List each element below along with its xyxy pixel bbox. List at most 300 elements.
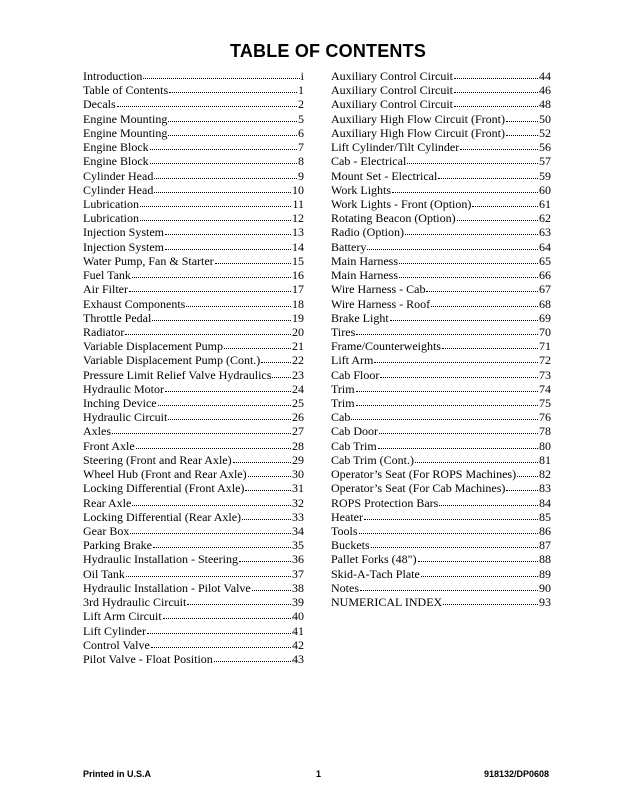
toc-entry-label: Cab Trim (Cont.) — [331, 452, 415, 467]
toc-entry-label: Variable Displacement Pump — [83, 339, 223, 354]
toc-entry-page: 5 — [298, 111, 304, 126]
toc-entry-label: Mount Set - Electrical — [331, 168, 438, 183]
toc-entry-label: Introduction — [83, 69, 143, 83]
dot-leader — [261, 361, 291, 363]
dot-leader — [399, 262, 538, 264]
toc-entry-label: Engine Block — [83, 140, 149, 155]
toc-entry-label: Radio (Option) — [331, 225, 404, 240]
toc-entry-page: 25 — [292, 396, 304, 411]
toc-entry-label: Fuel Tank — [83, 268, 131, 283]
toc-entry-page: 7 — [298, 140, 304, 155]
toc-entry-page: 84 — [539, 495, 551, 510]
toc-entry — [331, 424, 551, 438]
dot-leader — [187, 603, 291, 605]
toc-entry — [331, 311, 551, 325]
toc-entry-page: 28 — [292, 438, 304, 453]
dot-leader — [186, 305, 291, 307]
dot-leader — [405, 233, 538, 235]
toc-entry — [83, 595, 304, 609]
dot-leader — [457, 219, 538, 221]
toc-entry-label: Cab Trim — [331, 438, 377, 453]
dot-leader — [392, 191, 538, 193]
toc-entry — [83, 652, 304, 666]
toc-entry-label: Wire Harness - Cab — [331, 282, 426, 297]
toc-entry-label: Operator’s Seat (For ROPS Machines) — [331, 467, 517, 482]
dot-leader — [163, 617, 291, 619]
dot-leader — [245, 489, 291, 491]
toc-entry-label: Inching Device — [83, 396, 157, 411]
toc-entry-page: 44 — [539, 69, 551, 83]
dot-leader — [438, 177, 538, 179]
toc-entry-label: Work Lights - Front (Option) — [331, 196, 472, 211]
dot-leader — [472, 205, 538, 207]
toc-entry-label: Air Filter — [83, 282, 128, 297]
dot-leader — [215, 262, 291, 264]
footer-print-location: Printed in U.S.A — [83, 769, 152, 779]
toc-entry — [83, 439, 304, 453]
dot-leader — [359, 532, 539, 534]
toc-entry-label: Control Valve — [83, 637, 150, 652]
toc-entry — [83, 126, 304, 140]
toc-entry — [331, 211, 551, 225]
toc-entry-page: 6 — [298, 125, 304, 140]
toc-entry-label: Gear Box — [83, 524, 130, 538]
toc-entry-page: 11 — [292, 196, 304, 211]
toc-entry-label: Locking Differential (Front Axle) — [83, 481, 245, 496]
toc-entry — [331, 112, 551, 126]
toc-entry-label: Tires — [331, 324, 356, 339]
toc-entry — [83, 567, 304, 581]
dot-leader — [371, 546, 538, 548]
dot-leader — [136, 447, 291, 449]
dot-leader — [143, 77, 299, 79]
toc-entry-label: Brake Light — [331, 310, 389, 325]
toc-entry-page: 87 — [539, 538, 551, 553]
dot-leader — [454, 105, 538, 107]
toc-entry-page: 68 — [539, 296, 551, 311]
toc-entry — [331, 240, 551, 254]
toc-entry-label: Variable Displacement Pump (Cont.) — [83, 353, 261, 368]
toc-entry-label: Hydraulic Circuit — [83, 410, 168, 425]
toc-entry-label: Frame/Counterweights — [331, 339, 441, 354]
toc-entry-page: 36 — [292, 552, 304, 567]
toc-entry-label: Cab Door — [331, 424, 378, 439]
toc-entry-page: 34 — [292, 524, 304, 538]
toc-entry — [83, 510, 304, 524]
page-title: TABLE OF CONTENTS — [229, 41, 427, 61]
toc-entry-page: 89 — [539, 566, 551, 581]
toc-entry-label: Injection System — [83, 239, 164, 254]
dot-leader — [442, 347, 538, 349]
toc-entry-page: 19 — [292, 310, 304, 325]
toc-entry-label: Heater — [331, 509, 363, 524]
toc-entry — [331, 368, 551, 382]
toc-entry-label: Cylinder Head — [83, 182, 154, 197]
toc-entry-page: 70 — [539, 324, 551, 339]
toc-entry — [331, 126, 551, 140]
toc-entry-page: 16 — [292, 268, 304, 283]
dot-leader — [154, 177, 297, 179]
toc-entry-label: Wire Harness - Roof — [331, 296, 431, 311]
toc-entry-page: 24 — [292, 381, 304, 396]
dot-leader — [233, 461, 291, 463]
toc-entry — [331, 183, 551, 197]
toc-entry — [331, 510, 551, 524]
toc-entry-page: 64 — [539, 239, 551, 254]
toc-entry — [83, 481, 304, 495]
toc-entry-label: Pallet Forks (48") — [331, 552, 417, 567]
toc-entry-page: 74 — [539, 381, 551, 396]
toc-entry-page: 83 — [539, 481, 551, 496]
toc-entry — [83, 325, 304, 339]
toc-left-column — [83, 69, 304, 666]
toc-entry — [331, 595, 551, 609]
dot-leader — [132, 276, 291, 278]
dot-leader — [272, 376, 291, 378]
toc-entry-label: Pressure Limit Relief Valve Hydraulics — [83, 367, 272, 382]
toc-entry-label: Main Harness — [331, 253, 398, 268]
toc-entry — [331, 83, 551, 97]
toc-entry-label: Battery — [331, 239, 367, 254]
dot-leader — [460, 148, 538, 150]
toc-entry — [83, 410, 304, 424]
dot-leader — [169, 91, 297, 93]
toc-entry-page: 23 — [292, 367, 304, 382]
footer-page-number: 1 — [316, 769, 322, 779]
toc-entry-page: 80 — [539, 438, 551, 453]
dot-leader — [407, 162, 538, 164]
toc-entry — [331, 524, 551, 538]
toc-entry-page: 85 — [539, 509, 551, 524]
dot-leader — [168, 120, 297, 122]
toc-entry-page: 71 — [539, 339, 551, 354]
toc-entry-label: Trim — [331, 381, 355, 396]
toc-entry-label: Table of Contents — [83, 83, 169, 98]
toc-entry-page: 37 — [292, 566, 304, 581]
toc-entry-label: Operator’s Seat (For Cab Machines) — [331, 481, 506, 496]
dot-leader — [379, 432, 538, 434]
dot-leader — [150, 162, 297, 164]
toc-entry-label: Buckets — [331, 538, 370, 553]
toc-entry-label: Lubrication — [83, 196, 139, 211]
toc-entry — [83, 282, 304, 296]
toc-entry — [331, 297, 551, 311]
dot-leader — [360, 589, 538, 591]
dot-leader — [239, 560, 291, 562]
toc-entry — [83, 396, 304, 410]
toc-entry-page: 14 — [292, 239, 304, 254]
toc-entry — [83, 154, 304, 168]
toc-entry — [83, 424, 304, 438]
toc-entry-page: 56 — [539, 140, 551, 155]
toc-entry-page: 69 — [539, 310, 551, 325]
dot-leader — [125, 333, 291, 335]
toc-entry — [331, 410, 551, 424]
toc-entry-label: Work Lights — [331, 182, 392, 197]
toc-entry — [83, 524, 304, 538]
toc-entry-page: 66 — [539, 268, 551, 283]
toc-entry-page: 18 — [292, 296, 304, 311]
toc-entry-label: Parking Brake — [83, 538, 152, 553]
dot-leader — [130, 532, 291, 534]
toc-entry-page: 12 — [292, 211, 304, 226]
toc-entry-page: 81 — [539, 452, 551, 467]
toc-entry — [83, 339, 304, 353]
toc-entry — [331, 567, 551, 581]
toc-entry — [83, 368, 304, 382]
toc-entry-page: 10 — [292, 182, 304, 197]
toc-entry — [331, 382, 551, 396]
toc-entry-page: 42 — [292, 637, 304, 652]
toc-entry-label: Water Pump, Fan & Starter — [83, 253, 214, 268]
toc-entry-label: Auxiliary Control Circuit — [331, 69, 453, 83]
toc-entry-page: 61 — [539, 196, 551, 211]
toc-entry-page: 63 — [539, 225, 551, 240]
toc-entry-page: 93 — [539, 595, 551, 610]
toc-entry-page: 60 — [539, 182, 551, 197]
toc-entry — [83, 69, 304, 83]
toc-entry — [331, 325, 551, 339]
dot-leader — [152, 319, 291, 321]
toc-entry-page: 30 — [292, 467, 304, 482]
dot-leader — [356, 390, 538, 392]
dot-leader — [454, 77, 538, 79]
dot-leader — [367, 248, 538, 250]
dot-leader — [140, 205, 291, 207]
dot-leader — [153, 546, 291, 548]
dot-leader — [165, 390, 291, 392]
dot-leader — [248, 475, 291, 477]
toc-entry-label: Steering (Front and Rear Axle) — [83, 452, 232, 467]
toc-entry-label: Engine Mounting — [83, 125, 168, 140]
dot-leader — [421, 575, 538, 577]
toc-entry-page: 26 — [292, 410, 304, 425]
toc-entry — [83, 297, 304, 311]
toc-entry-label: Axles — [83, 424, 111, 439]
dot-leader — [112, 432, 291, 434]
dot-leader — [150, 148, 297, 150]
dot-leader — [158, 404, 291, 406]
toc-entry — [331, 69, 551, 83]
toc-entry-page: 27 — [292, 424, 304, 439]
toc-entry-page: 46 — [539, 83, 551, 98]
dot-leader — [378, 447, 538, 449]
toc-entry-page: 76 — [539, 410, 551, 425]
toc-entry-page: 65 — [539, 253, 551, 268]
dot-leader — [364, 518, 538, 520]
toc-entry — [83, 225, 304, 239]
toc-entry-page: 86 — [539, 524, 551, 538]
toc-entry — [331, 282, 551, 296]
toc-entry — [83, 453, 304, 467]
toc-entry-page: 59 — [539, 168, 551, 183]
toc-entry-label: Injection System — [83, 225, 164, 240]
toc-entry-page: 31 — [292, 481, 304, 496]
toc-entry-label: Lift Arm Circuit — [83, 609, 162, 624]
toc-entry — [331, 169, 551, 183]
dot-leader — [374, 361, 538, 363]
toc-entry-page: 62 — [539, 211, 551, 226]
toc-entry — [83, 552, 304, 566]
dot-leader — [454, 91, 538, 93]
toc-entry-label: Cylinder Head — [83, 168, 154, 183]
toc-entry — [331, 552, 551, 566]
dot-leader — [168, 418, 291, 420]
dot-leader — [439, 504, 538, 506]
toc-entry — [83, 311, 304, 325]
toc-entry-label: Cab Floor — [331, 367, 380, 382]
toc-entry — [331, 467, 551, 481]
toc-entry — [83, 97, 304, 111]
dot-leader — [517, 475, 538, 477]
toc-entry-label: Cab - Electrical — [331, 154, 407, 169]
toc-entry-page: 82 — [539, 467, 551, 482]
dot-leader — [356, 404, 538, 406]
toc-entry-label: Locking Differential (Rear Axle) — [83, 509, 242, 524]
toc-entry — [331, 538, 551, 552]
toc-entry — [331, 140, 551, 154]
toc-entry — [83, 467, 304, 481]
toc-entry — [83, 83, 304, 97]
toc-entry-label: ROPS Protection Bars — [331, 495, 439, 510]
toc-entry — [331, 396, 551, 410]
dot-leader — [380, 376, 538, 378]
dot-leader — [506, 134, 538, 136]
toc-entry — [83, 240, 304, 254]
toc-entry-page: 73 — [539, 367, 551, 382]
toc-entry-label: Oil Tank — [83, 566, 125, 581]
toc-entry-label: Throttle Pedal — [83, 310, 152, 325]
dot-leader — [351, 418, 538, 420]
toc-entry-page: 8 — [298, 154, 304, 169]
toc-entry-page: 67 — [539, 282, 551, 297]
toc-entry-page: 32 — [292, 495, 304, 510]
toc-entry-page: 41 — [292, 623, 304, 638]
dot-leader — [426, 290, 538, 292]
toc-entry-label: Rotating Beacon (Option) — [331, 211, 456, 226]
toc-entry-label: Radiator — [83, 324, 125, 339]
toc-entry-label: Lubrication — [83, 211, 139, 226]
toc-entry-page: 29 — [292, 452, 304, 467]
dot-leader — [165, 233, 291, 235]
toc-entry — [83, 382, 304, 396]
toc-entry — [331, 453, 551, 467]
toc-entry-page: 2 — [298, 97, 304, 112]
toc-entry-page: 48 — [539, 97, 551, 112]
dot-leader — [431, 305, 538, 307]
toc-entry-label: Lift Cylinder — [83, 623, 146, 638]
toc-entry-page: 90 — [539, 580, 551, 595]
toc-entry-label: Hydraulic Installation - Steering — [83, 552, 238, 567]
toc-entry-page: 17 — [292, 282, 304, 297]
toc-entry-label: Wheel Hub (Front and Rear Axle) — [83, 467, 247, 482]
toc-entry-label: Front Axle — [83, 438, 135, 453]
dot-leader — [390, 319, 538, 321]
toc-entry-page: 38 — [292, 580, 304, 595]
toc-entry-page: 75 — [539, 396, 551, 411]
toc-entry-page: 33 — [292, 509, 304, 524]
toc-entry-label: Auxiliary Control Circuit — [331, 97, 453, 112]
dot-leader — [224, 347, 291, 349]
dot-leader — [126, 575, 291, 577]
toc-entry — [83, 197, 304, 211]
toc-entry — [83, 581, 304, 595]
dot-leader — [132, 504, 291, 506]
toc-entry — [83, 268, 304, 282]
toc-entry-page: 21 — [292, 339, 304, 354]
toc-entry-page: 52 — [539, 125, 551, 140]
dot-leader — [140, 219, 291, 221]
toc-entry — [331, 268, 551, 282]
toc-entry-label: Rear Axle — [83, 495, 132, 510]
toc-entry-label: Main Harness — [331, 268, 398, 283]
toc-entry-label: Notes — [331, 580, 359, 595]
toc-entry — [83, 538, 304, 552]
dot-leader — [399, 276, 538, 278]
toc-entry — [83, 638, 304, 652]
toc-entry-page: 1 — [298, 83, 304, 98]
toc-entry-page: 13 — [292, 225, 304, 240]
toc-entry-label: Auxiliary High Flow Circuit (Front) — [331, 111, 505, 126]
toc-entry-label: Engine Block — [83, 154, 149, 169]
toc-entry-page: i — [300, 69, 304, 83]
dot-leader — [506, 489, 538, 491]
toc-entry — [83, 624, 304, 638]
toc-entry-page: 20 — [292, 324, 304, 339]
dot-leader — [154, 191, 291, 193]
dot-leader — [356, 333, 538, 335]
toc-entry-label: Lift Cylinder/Tilt Cylinder — [331, 140, 460, 155]
toc-entry-page: 57 — [539, 154, 551, 169]
toc-entry-page: 72 — [539, 353, 551, 368]
toc-entry-label: Engine Mounting — [83, 111, 168, 126]
toc-entry — [331, 481, 551, 495]
toc-entry — [331, 496, 551, 510]
toc-entry-label: Exhaust Components — [83, 296, 186, 311]
dot-leader — [252, 589, 291, 591]
toc-entry-label: Auxiliary High Flow Circuit (Front) — [331, 125, 505, 140]
toc-entry-page: 50 — [539, 111, 551, 126]
toc-entry-label: Lift Arm — [331, 353, 374, 368]
dot-leader — [117, 105, 297, 107]
dot-leader — [443, 603, 538, 605]
toc-entry-page: 78 — [539, 424, 551, 439]
toc-entry-page: 9 — [298, 168, 304, 183]
toc-entry-page: 35 — [292, 538, 304, 553]
toc-entry-page: 15 — [292, 253, 304, 268]
toc-entry-label: Pilot Valve - Float Position — [83, 651, 213, 666]
dot-leader — [168, 134, 297, 136]
toc-entry — [331, 97, 551, 111]
footer-document-number: 918132/DP0608 — [484, 769, 550, 779]
toc-entry — [331, 225, 551, 239]
toc-entry — [83, 169, 304, 183]
toc-entry — [83, 140, 304, 154]
toc-entry-label: Tools — [331, 524, 358, 538]
toc-entry-label: NUMERICAL INDEX — [331, 595, 443, 610]
toc-entry — [331, 581, 551, 595]
toc-entry-page: 88 — [539, 552, 551, 567]
toc-entry — [331, 353, 551, 367]
toc-entry — [331, 439, 551, 453]
toc-entry — [331, 197, 551, 211]
toc-entry-page: 43 — [292, 651, 304, 666]
dot-leader — [415, 461, 538, 463]
toc-entry-label: Cab — [331, 410, 351, 425]
dot-leader — [151, 646, 291, 648]
toc-entry-label: Hydraulic Installation - Pilot Valve — [83, 580, 251, 595]
toc-right-column — [331, 69, 551, 609]
